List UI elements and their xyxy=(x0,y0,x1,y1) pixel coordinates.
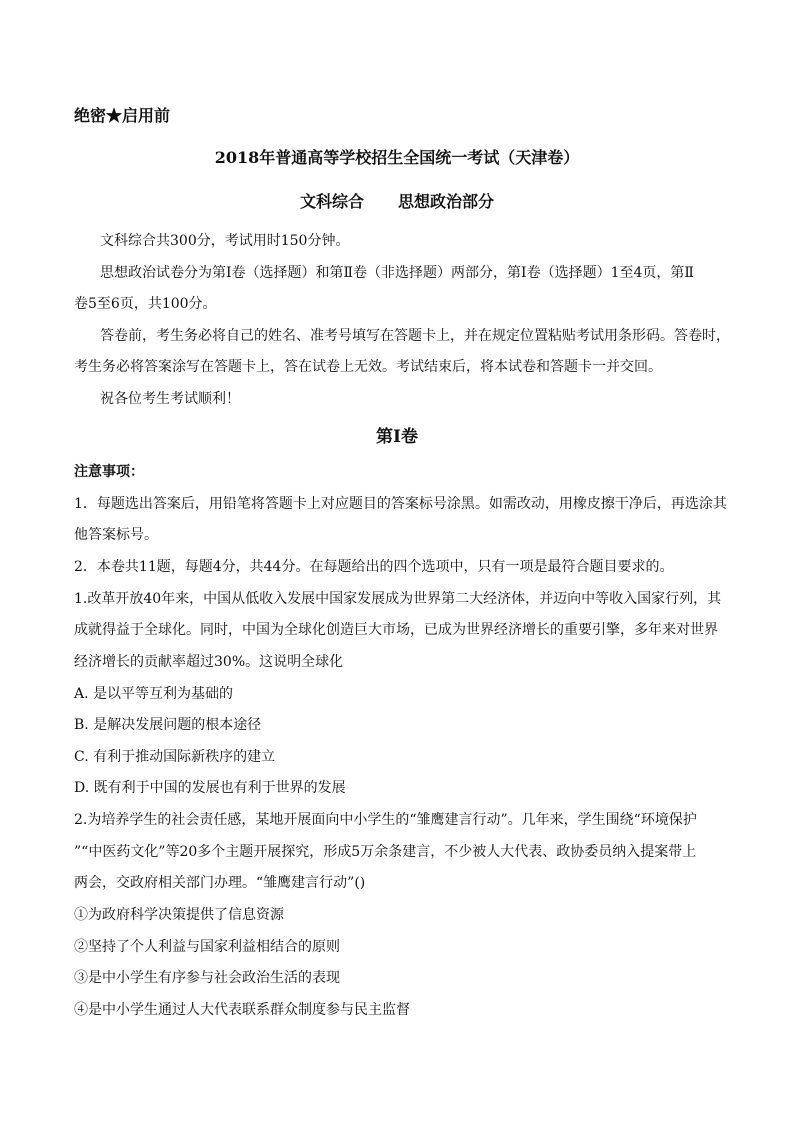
question-2-line-2: ”“中医药文化”等20多个主题开展探究，形成5万余条建言，不少被人大代表、政协委员纳入提案带上 xyxy=(74,844,697,860)
intro-paragraph-4: 祝各位考生考试顺利！ xyxy=(100,391,240,407)
question-2-line-3: 两会，交政府相关部门办理。“雏鹰建言行动”() xyxy=(74,875,366,891)
intro-paragraph-1: 文科综合共300分，考试用时150分钟。 xyxy=(100,233,350,249)
volume-title: 第Ⅰ卷 xyxy=(376,427,418,447)
notice-heading: 注意事项： xyxy=(74,464,144,480)
question-1-option-b: B. 是解决发展问题的根本途径 xyxy=(74,717,262,733)
question-2-item-4: ④是中小学生通过人大代表联系群众制度参与民主监督 xyxy=(74,1002,410,1018)
question-2-item-1: ①为政府科学决策提供了信息资源 xyxy=(74,907,284,923)
intro-paragraph-3-line-2: 考生务必将答案涂写在答题卡上，答在试卷上无效。考试结束后，将本试卷和答题卡一并交回。 xyxy=(74,359,662,375)
question-2-line-1: 2.为培养学生的社会责任感，某地开展面向中小学生的“雏鹰建言行动”。几年来，学生围绕“环境保护 xyxy=(74,812,697,828)
question-1-line-2: 成就得益于全球化。同时，中国为全球化创造巨大市场，已成为世界经济增长的重要引擎，多年来对世界 xyxy=(74,622,718,638)
question-2-item-3: ③是中小学生有序参与社会政治生活的表现 xyxy=(74,970,340,986)
intro-paragraph-2-line-2: 卷5至6页，共100分。 xyxy=(74,296,217,312)
note-2: 2．本卷共11题，每题4分，共44分。在每题给出的四个选项中，只有一项是最符合题目要求的。 xyxy=(74,559,674,575)
subtitle-right: 思想政治部分 xyxy=(398,192,495,211)
intro-paragraph-2-line-1: 思想政治试卷分为第Ⅰ卷（选择题）和第Ⅱ卷（非选择题）两部分，第Ⅰ卷（选择题）1至4页，第Ⅱ xyxy=(100,265,694,281)
question-1-line-1: 1.改革开放40年来，中国从低收入发展中国家发展成为世界第二大经济体，并迈向中等收入国家行列，其 xyxy=(74,591,722,607)
question-1-option-c: C. 有利于推动国际新秩序的建立 xyxy=(74,749,276,765)
question-1-option-a: A. 是以平等互利为基础的 xyxy=(74,686,234,702)
exam-subtitle xyxy=(0,190,794,214)
question-1-option-d: D. 既有利于中国的发展也有利于世界的发展 xyxy=(74,780,346,796)
exam-title: 2018年普通高等学校招生全国统一考试（天津卷） xyxy=(214,148,580,167)
confidential-label: 绝密★启用前 xyxy=(74,106,171,125)
note-1-line-2: 他答案标号。 xyxy=(74,527,158,543)
question-2-item-2: ②坚持了个人利益与国家利益相结合的原则 xyxy=(74,939,340,955)
note-1-line-1: 1．每题选出答案后，用铅笔将答题卡上对应题目的答案标号涂黑。如需改动，用橡皮擦干净后，再选涂其 xyxy=(74,496,727,512)
question-1-line-3: 经济增长的贡献率超过30%。这说明全球化 xyxy=(74,654,344,670)
intro-paragraph-3-line-1: 答卷前，考生务必将自己的姓名、准考号填写在答题卡上，并在规定位置粘贴考试用条形码。答卷时， xyxy=(100,328,730,344)
subtitle-left: 文科综合 xyxy=(299,192,364,211)
